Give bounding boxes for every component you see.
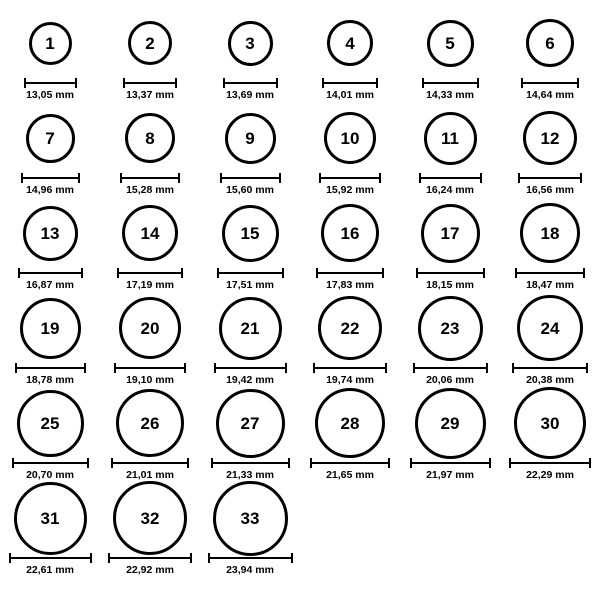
measure-tick-left [15, 363, 17, 373]
measure-tick-left [410, 458, 412, 468]
diameter-measure-bar [419, 173, 482, 182]
ring-size-cell [500, 200, 600, 295]
diameter-label: 20,70 mm [26, 469, 74, 481]
diameter-measure-bar [515, 268, 585, 277]
ring-circle-wrapper [17, 390, 84, 456]
measure-tick-right [282, 268, 284, 278]
ring-circle-wrapper [324, 105, 376, 171]
diameter-label: 14,96 mm [26, 184, 74, 196]
measure-line [313, 367, 387, 369]
ring-size-cell [0, 295, 100, 390]
diameter-label: 15,92 mm [326, 184, 374, 196]
ring-size-number: 4 [345, 33, 355, 53]
ring-circle-icon [17, 390, 84, 457]
measure-tick-right [178, 173, 180, 183]
measure-line [319, 177, 381, 179]
ring-circle-wrapper [213, 485, 288, 551]
ring-size-cell [100, 485, 200, 580]
measure-tick-right [87, 458, 89, 468]
ring-size-number: 15 [240, 223, 260, 243]
diameter-measure-bar [12, 458, 89, 467]
ring-circle-icon [26, 114, 75, 163]
measure-line [18, 272, 83, 274]
measure-tick-right [382, 268, 384, 278]
measure-tick-left [108, 553, 110, 563]
measure-tick-right [586, 363, 588, 373]
measure-line [211, 462, 290, 464]
ring-size-number: 8 [145, 128, 155, 148]
diameter-label: 22,92 mm [126, 564, 174, 576]
ring-circle-icon [523, 111, 577, 165]
ring-size-cell [200, 485, 300, 580]
measure-tick-left [413, 363, 415, 373]
diameter-label: 19,10 mm [126, 374, 174, 386]
diameter-measure-bar [208, 553, 293, 562]
measure-tick-right [181, 268, 183, 278]
ring-size-number: 32 [140, 508, 160, 528]
measure-line [521, 82, 579, 84]
ring-size-cell [200, 200, 300, 295]
measure-tick-left [211, 458, 213, 468]
measure-tick-left [515, 268, 517, 278]
measure-tick-right [78, 173, 80, 183]
ring-size-cell [500, 10, 600, 105]
ring-circle-wrapper [418, 295, 483, 361]
ring-size-number: 5 [445, 33, 455, 53]
measure-line [108, 557, 192, 559]
ring-circle-wrapper [321, 200, 379, 266]
ring-circle-icon [213, 481, 288, 556]
measure-line [114, 367, 186, 369]
measure-tick-left [319, 173, 321, 183]
ring-size-number: 9 [245, 128, 255, 148]
measure-line [214, 367, 287, 369]
measure-tick-left [114, 363, 116, 373]
ring-circle-wrapper [122, 200, 178, 266]
ring-size-number: 25 [40, 413, 60, 433]
measure-line [220, 177, 281, 179]
diameter-label: 23,94 mm [226, 564, 274, 576]
ring-size-number: 18 [540, 223, 560, 243]
ring-size-number: 27 [240, 413, 260, 433]
measure-line [9, 557, 92, 559]
ring-circle-icon [526, 19, 574, 67]
ring-size-number: 10 [340, 128, 360, 148]
measure-tick-right [385, 363, 387, 373]
ring-circle-icon [23, 206, 78, 261]
measure-tick-right [583, 268, 585, 278]
diameter-measure-bar [108, 553, 192, 562]
measure-line [120, 177, 180, 179]
ring-circle-icon [517, 295, 583, 361]
ring-circle-icon [225, 113, 276, 164]
measure-tick-right [577, 78, 579, 88]
ring-circle-icon [427, 20, 474, 67]
diameter-label: 21,33 mm [226, 469, 274, 481]
ring-circle-icon [324, 112, 376, 164]
ring-circle-icon [116, 389, 184, 457]
ring-size-cell [500, 295, 600, 390]
measure-line [515, 272, 585, 274]
diameter-measure-bar [111, 458, 189, 467]
measure-tick-left [422, 78, 424, 88]
ring-circle-wrapper [128, 10, 172, 76]
measure-line [413, 367, 488, 369]
ring-circle-icon [29, 22, 72, 65]
ring-circle-wrapper [520, 200, 580, 266]
diameter-label: 15,28 mm [126, 184, 174, 196]
measure-tick-left [310, 458, 312, 468]
ring-circle-wrapper [29, 10, 72, 76]
ring-circle-icon [520, 203, 580, 263]
ring-size-cell [100, 200, 200, 295]
ring-size-cell [400, 200, 500, 295]
measure-tick-left [208, 553, 210, 563]
diameter-measure-bar [509, 458, 591, 467]
ring-circle-wrapper [119, 295, 181, 361]
ring-circle-icon [421, 204, 480, 263]
measure-tick-right [276, 78, 278, 88]
ring-size-number: 22 [340, 318, 360, 338]
ring-size-number: 7 [45, 128, 55, 148]
measure-line [419, 177, 482, 179]
measure-tick-right [291, 553, 293, 563]
diameter-measure-bar [512, 363, 588, 372]
ring-circle-icon [315, 388, 385, 458]
ring-circle-wrapper [116, 390, 184, 456]
ring-size-number: 23 [440, 318, 460, 338]
diameter-measure-bar [413, 363, 488, 372]
ring-circle-icon [216, 389, 285, 458]
ring-circle-wrapper [421, 200, 480, 266]
diameter-label: 17,19 mm [126, 279, 174, 291]
diameter-label: 16,87 mm [26, 279, 74, 291]
ring-circle-wrapper [125, 105, 175, 171]
ring-size-number: 1 [45, 33, 55, 53]
diameter-label: 22,61 mm [26, 564, 74, 576]
diameter-label: 19,42 mm [226, 374, 274, 386]
measure-line [208, 557, 293, 559]
ring-size-grid [0, 10, 600, 580]
diameter-label: 21,65 mm [326, 469, 374, 481]
ring-circle-wrapper [225, 105, 276, 171]
measure-line [310, 462, 390, 464]
diameter-measure-bar [24, 78, 77, 87]
measure-tick-right [90, 553, 92, 563]
measure-tick-right [580, 173, 582, 183]
ring-circle-wrapper [523, 105, 577, 171]
ring-size-number: 30 [540, 413, 560, 433]
ring-size-number: 11 [441, 128, 459, 148]
ring-size-cell [200, 295, 300, 390]
ring-size-number: 20 [140, 318, 160, 338]
measure-line [422, 82, 479, 84]
measure-tick-right [388, 458, 390, 468]
ring-size-cell [0, 10, 100, 105]
measure-tick-right [190, 553, 192, 563]
ring-circle-icon [119, 297, 181, 359]
ring-circle-wrapper [113, 485, 187, 551]
ring-size-number: 6 [545, 33, 555, 53]
ring-circle-wrapper [315, 390, 385, 456]
measure-tick-left [24, 78, 26, 88]
diameter-label: 13,69 mm [226, 89, 274, 101]
diameter-label: 17,51 mm [226, 279, 274, 291]
diameter-measure-bar [21, 173, 80, 182]
ring-size-cell [500, 105, 600, 200]
ring-size-number: 14 [140, 223, 160, 243]
ring-size-cell [0, 105, 100, 200]
ring-circle-wrapper [20, 295, 81, 361]
measure-line [410, 462, 491, 464]
measure-tick-left [214, 363, 216, 373]
ring-size-cell [300, 10, 400, 105]
measure-tick-left [419, 173, 421, 183]
diameter-measure-bar [319, 173, 381, 182]
measure-tick-left [518, 173, 520, 183]
ring-size-cell [100, 10, 200, 105]
ring-size-number: 16 [340, 223, 360, 243]
measure-tick-left [217, 268, 219, 278]
ring-size-cell [0, 390, 100, 485]
measure-line [24, 82, 77, 84]
diameter-label: 14,64 mm [526, 89, 574, 101]
ring-size-number: 26 [140, 413, 160, 433]
diameter-measure-bar [15, 363, 86, 372]
diameter-label: 14,01 mm [326, 89, 374, 101]
measure-tick-left [220, 173, 222, 183]
measure-tick-right [75, 78, 77, 88]
measure-tick-left [512, 363, 514, 373]
diameter-measure-bar [310, 458, 390, 467]
measure-tick-left [9, 553, 11, 563]
measure-tick-left [123, 78, 125, 88]
ring-size-cell [400, 390, 500, 485]
ring-circle-wrapper [415, 390, 486, 456]
ring-circle-wrapper [222, 200, 279, 266]
diameter-label: 17,83 mm [326, 279, 374, 291]
ring-circle-icon [327, 20, 373, 66]
ring-size-cell [300, 200, 400, 295]
ring-size-cell [100, 390, 200, 485]
ring-size-cell [300, 390, 400, 485]
diameter-measure-bar [214, 363, 287, 372]
measure-tick-right [81, 268, 83, 278]
diameter-measure-bar [114, 363, 186, 372]
ring-circle-icon [318, 296, 382, 360]
diameter-measure-bar [521, 78, 579, 87]
ring-circle-wrapper [514, 390, 586, 456]
ring-size-number: 2 [145, 33, 155, 53]
ring-circle-icon [424, 112, 477, 165]
ring-circle-wrapper [23, 200, 78, 266]
ring-circle-icon [14, 482, 87, 555]
diameter-measure-bar [117, 268, 183, 277]
measure-line [223, 82, 278, 84]
ring-size-number: 29 [440, 413, 460, 433]
diameter-measure-bar [422, 78, 479, 87]
measure-line [117, 272, 183, 274]
diameter-label: 21,97 mm [426, 469, 474, 481]
ring-size-cell [200, 10, 300, 105]
ring-size-cell [200, 105, 300, 200]
ring-circle-icon [128, 21, 172, 65]
measure-tick-left [21, 173, 23, 183]
diameter-measure-bar [316, 268, 384, 277]
diameter-measure-bar [220, 173, 281, 182]
measure-tick-left [223, 78, 225, 88]
ring-size-cell [0, 200, 100, 295]
diameter-measure-bar [123, 78, 177, 87]
measure-tick-left [322, 78, 324, 88]
ring-circle-wrapper [517, 295, 583, 361]
ring-size-cell [300, 295, 400, 390]
diameter-measure-bar [416, 268, 485, 277]
measure-tick-right [483, 268, 485, 278]
measure-tick-right [477, 78, 479, 88]
diameter-label: 19,74 mm [326, 374, 374, 386]
measure-tick-left [12, 458, 14, 468]
ring-circle-icon [418, 296, 483, 361]
ring-circle-wrapper [14, 485, 87, 551]
diameter-measure-bar [410, 458, 491, 467]
measure-line [518, 177, 582, 179]
ring-circle-icon [415, 388, 486, 459]
ring-size-number: 13 [40, 223, 60, 243]
ring-size-number: 24 [540, 318, 560, 338]
measure-line [416, 272, 485, 274]
diameter-measure-bar [120, 173, 180, 182]
ring-size-cell [100, 105, 200, 200]
ring-size-cell [0, 485, 100, 580]
measure-tick-right [288, 458, 290, 468]
diameter-measure-bar [9, 553, 92, 562]
ring-size-cell [300, 105, 400, 200]
diameter-measure-bar [518, 173, 582, 182]
ring-circle-wrapper [216, 390, 285, 456]
ring-size-cell [400, 295, 500, 390]
measure-tick-left [509, 458, 511, 468]
diameter-measure-bar [322, 78, 378, 87]
measure-line [123, 82, 177, 84]
diameter-label: 15,60 mm [226, 184, 274, 196]
measure-line [316, 272, 384, 274]
measure-tick-right [376, 78, 378, 88]
ring-circle-wrapper [427, 10, 474, 76]
measure-tick-right [589, 458, 591, 468]
diameter-label: 13,05 mm [26, 89, 74, 101]
ring-size-number: 31 [40, 508, 60, 528]
ring-size-number: 28 [340, 413, 360, 433]
ring-circle-wrapper [228, 10, 273, 76]
measure-tick-right [84, 363, 86, 373]
measure-tick-left [117, 268, 119, 278]
diameter-label: 16,24 mm [426, 184, 474, 196]
ring-size-number: 33 [240, 508, 260, 528]
ring-circle-wrapper [526, 10, 574, 76]
ring-size-number: 12 [540, 128, 560, 148]
measure-line [21, 177, 80, 179]
ring-circle-icon [514, 387, 586, 459]
measure-tick-right [279, 173, 281, 183]
diameter-label: 16,56 mm [526, 184, 574, 196]
measure-tick-right [486, 363, 488, 373]
diameter-label: 22,29 mm [526, 469, 574, 481]
diameter-label: 14,33 mm [426, 89, 474, 101]
measure-tick-right [175, 78, 177, 88]
diameter-measure-bar [18, 268, 83, 277]
ring-circle-icon [20, 298, 81, 359]
ring-size-number: 19 [40, 318, 60, 338]
measure-line [217, 272, 284, 274]
diameter-label: 21,01 mm [126, 469, 174, 481]
diameter-label: 18,15 mm [426, 279, 474, 291]
ring-size-cell [200, 390, 300, 485]
measure-line [512, 367, 588, 369]
ring-size-cell [400, 105, 500, 200]
measure-tick-left [18, 268, 20, 278]
ring-circle-wrapper [219, 295, 282, 361]
ring-size-cell [400, 10, 500, 105]
measure-line [12, 462, 89, 464]
measure-tick-left [416, 268, 418, 278]
measure-line [15, 367, 86, 369]
ring-size-cell [100, 295, 200, 390]
ring-circle-wrapper [424, 105, 477, 171]
measure-tick-left [111, 458, 113, 468]
diameter-label: 20,06 mm [426, 374, 474, 386]
ring-circle-wrapper [327, 10, 373, 76]
measure-tick-left [313, 363, 315, 373]
ring-circle-wrapper [318, 295, 382, 361]
diameter-measure-bar [313, 363, 387, 372]
measure-tick-right [480, 173, 482, 183]
diameter-label: 18,78 mm [26, 374, 74, 386]
measure-line [111, 462, 189, 464]
ring-size-number: 3 [245, 33, 255, 53]
ring-circle-icon [321, 204, 379, 262]
ring-circle-icon [113, 481, 187, 555]
ring-circle-icon [228, 21, 273, 66]
measure-line [322, 82, 378, 84]
diameter-label: 20,38 mm [526, 374, 574, 386]
ring-size-cell [500, 390, 600, 485]
measure-line [509, 462, 591, 464]
measure-tick-right [489, 458, 491, 468]
diameter-measure-bar [223, 78, 278, 87]
ring-circle-icon [125, 113, 175, 163]
measure-tick-right [379, 173, 381, 183]
measure-tick-left [521, 78, 523, 88]
diameter-measure-bar [217, 268, 284, 277]
ring-circle-wrapper [26, 105, 75, 171]
measure-tick-left [120, 173, 122, 183]
measure-tick-left [316, 268, 318, 278]
ring-size-number: 17 [440, 223, 460, 243]
diameter-label: 18,47 mm [526, 279, 574, 291]
ring-circle-icon [219, 297, 282, 360]
measure-tick-right [285, 363, 287, 373]
measure-tick-right [184, 363, 186, 373]
measure-tick-right [187, 458, 189, 468]
diameter-label: 13,37 mm [126, 89, 174, 101]
ring-circle-icon [222, 205, 279, 262]
ring-size-number: 21 [240, 318, 260, 338]
diameter-measure-bar [211, 458, 290, 467]
ring-circle-icon [122, 205, 178, 261]
